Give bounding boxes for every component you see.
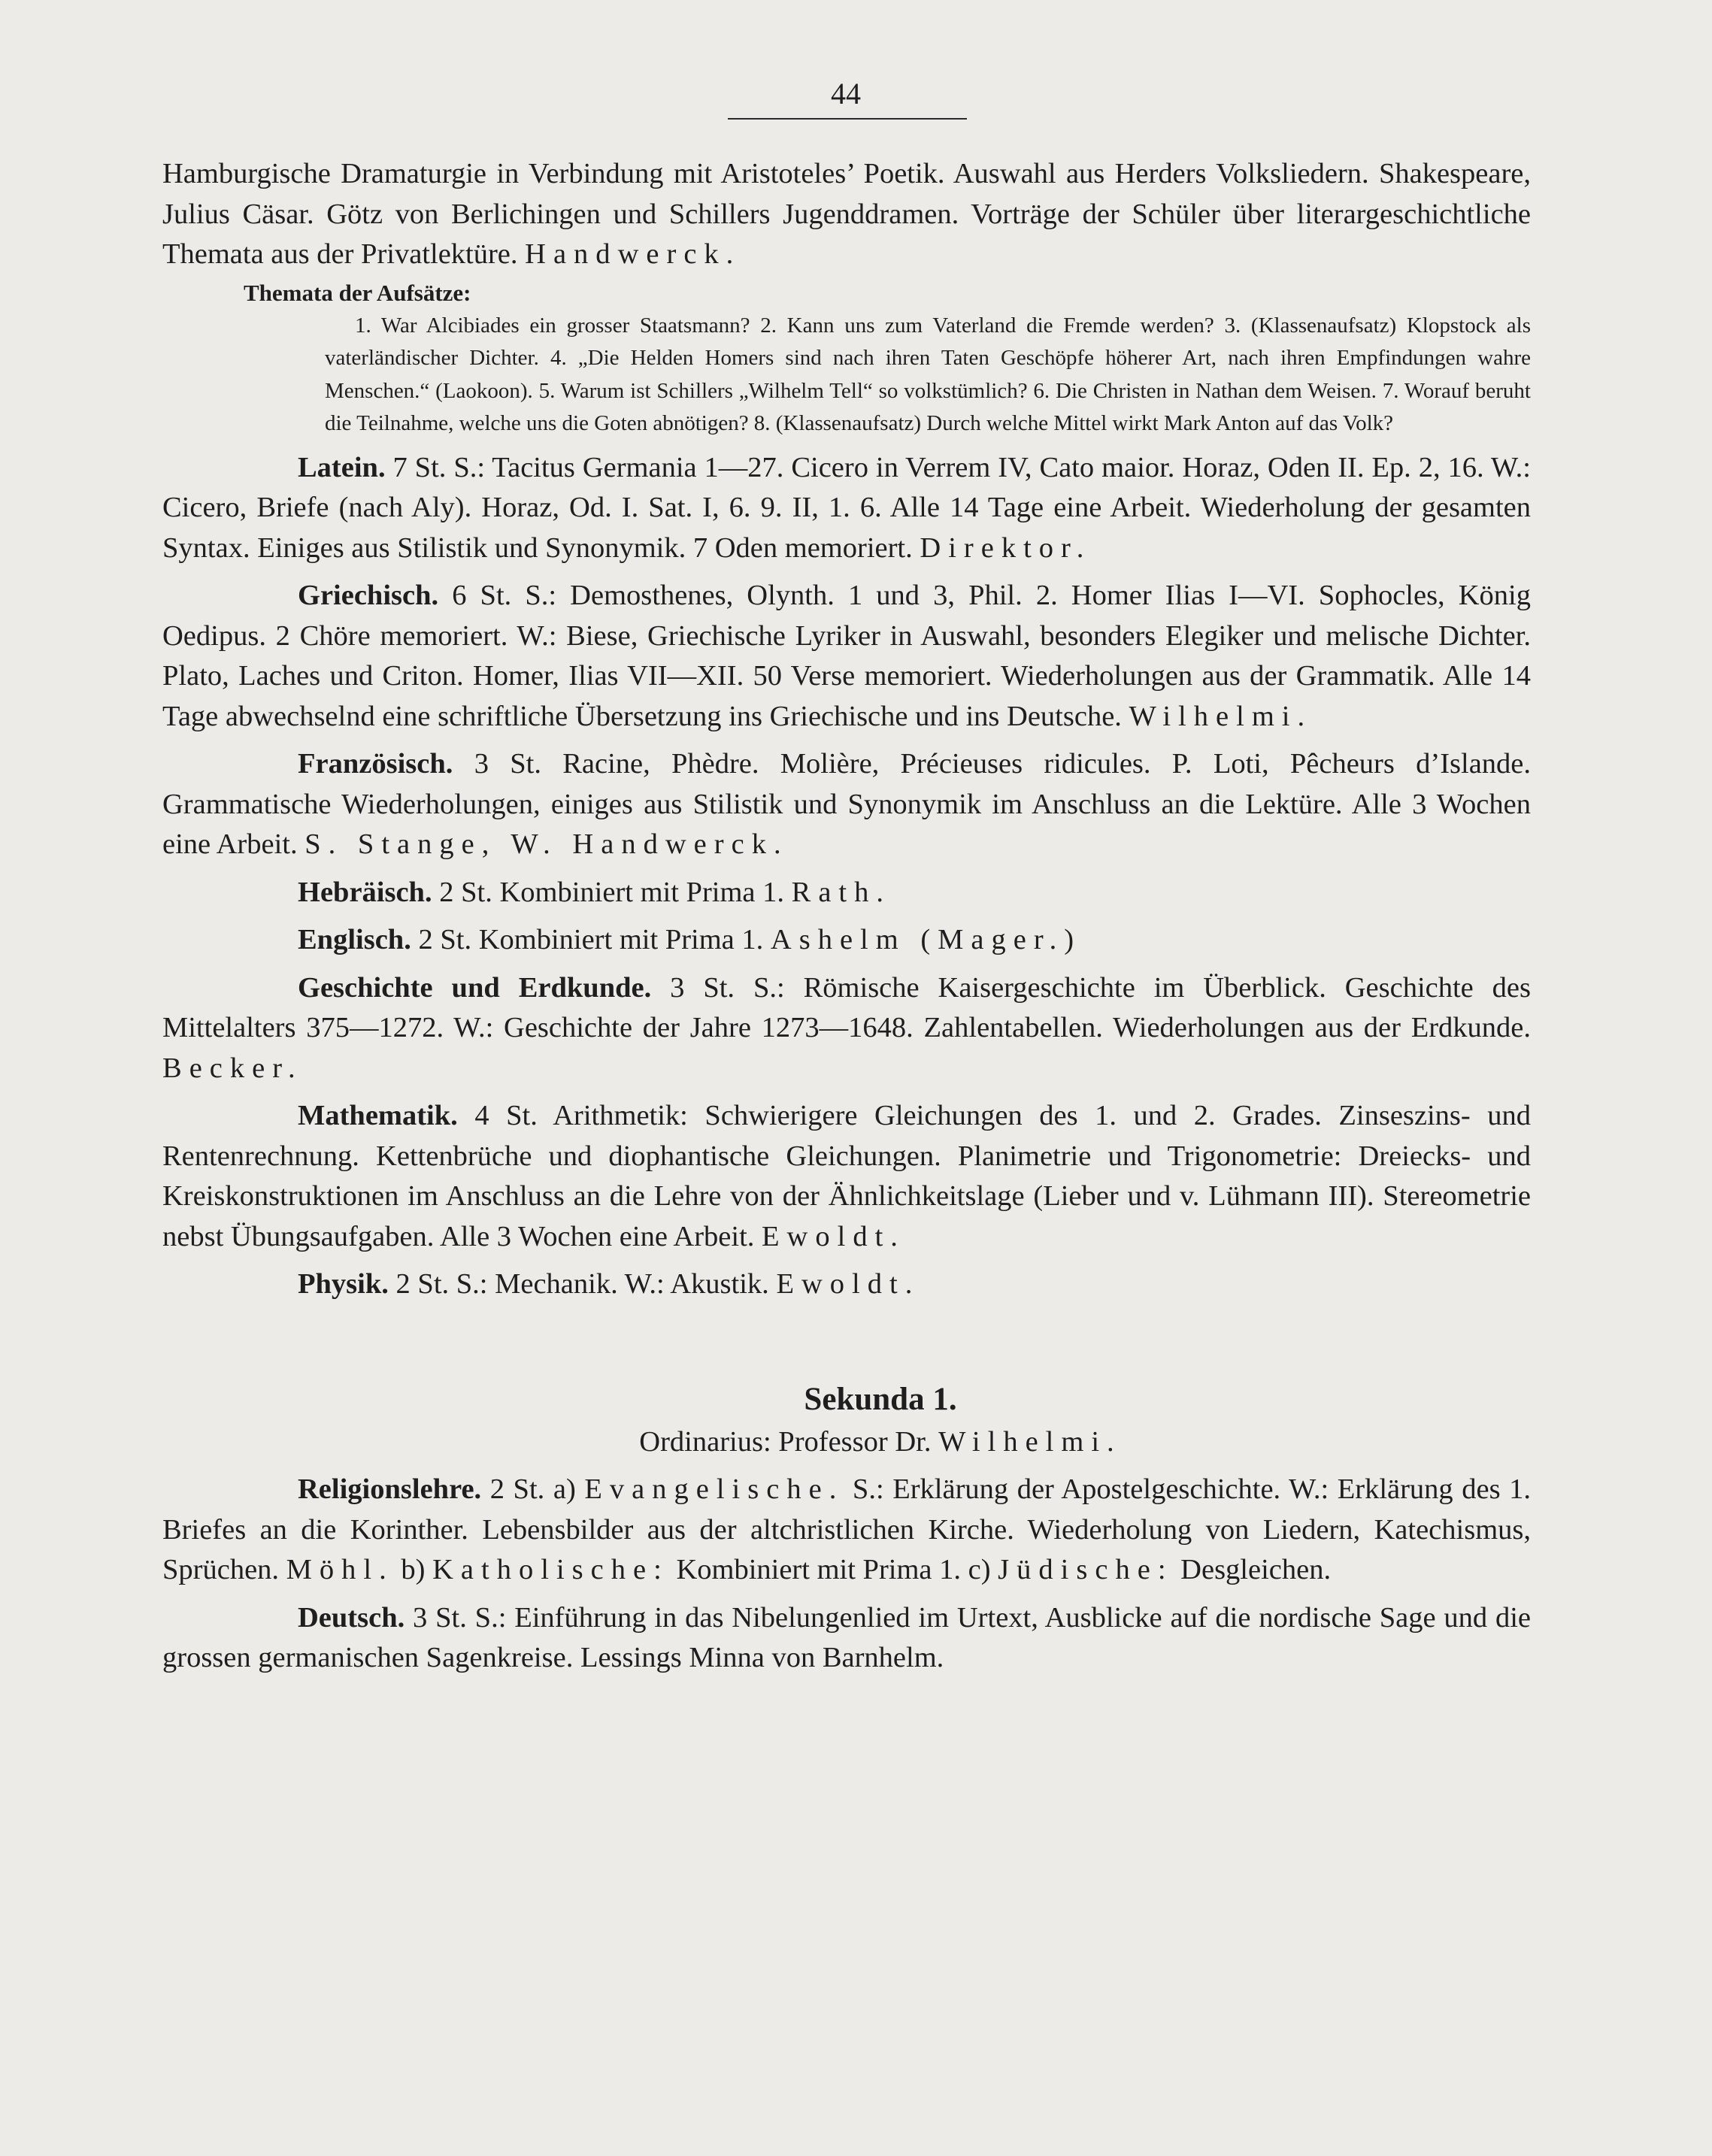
franzoesisch-text: 3 St. Racine, Phèdre. Molière, Précieuses ridicules. P. Loti, Pêcheurs d’Islande. Grammatische Wiederholungen, einiges aus Stilistik und Synonymik im Anschluss an die Lektüre. Alle 3 Wochen eine Arbeit. [162,748,1532,860]
subject-geschichte: Geschichte und Erdkunde. [298,971,652,1004]
mathematik-text: 4 St. Arithmetik: Schwierigere Gleichungen des 1. und 2. Grades. Zinseszins- und Rentenrechnung. Kettenbrüche und diophantische Gleichungen. Planimetrie und Trigonometrie: Dreiecks- und Kreiskonstruktionen im Anschluss an die Lehre von der Ähnlichkeitslage (Lieber und v. Lühmann III). Stereometrie nebst Übungsaufgaben. Alle 3 Wochen eine Arbeit. [162,1100,1531,1252]
latein-text: 7 St. S.: Tacitus Germania 1—27. Cicero in Verrem IV, Cato maior. Horaz, Oden II. Ep. 2, 16. W.: Cicero, Briefe (nach Aly). Horaz, Od. I. Sat. I, 6. 9. II, 1. 6. Alle 14 Tage eine Arbeit. Wiederholung der gesamten Syntax. Einiges aus Stilistik und Synonymik. 7 Oden memoriert. [162,451,1531,564]
subject-mathematik: Mathematik. [298,1100,458,1131]
franzoesisch-teacher: S. Stange, W. Handwerck. [305,828,789,860]
religion-katholisch: Katholische: [432,1554,669,1585]
ordinarius-line [162,1422,1531,1463]
geschichte-teacher: Becker. [162,1052,303,1084]
religion-teacher-a: Möhl. [286,1554,394,1585]
subject-latein: Latein. [298,451,386,483]
page-number-rule [728,118,967,120]
hebraeisch-teacher: Rath. [791,876,892,908]
paragraph-hebraeisch [162,873,1531,913]
subject-hebraeisch: Hebräisch. [298,876,432,908]
paragraph-franzoesisch [162,744,1531,865]
geschichte-text: 3 St. S.: Römische Kaisergeschichte im Überblick. Geschichte des Mittelalters 375—1272. W.: Geschichte der Jahre 1273—1648. Zahlentabellen. Wiederholungen aus der Erdkunde. [162,971,1531,1043]
englisch-teacher: Ashelm (Mager.) [770,924,1082,955]
paragraph-physik [162,1264,1531,1305]
paragraph-griechisch [162,576,1531,737]
page-body [162,154,1531,1679]
paragraph-latein [162,448,1531,569]
subject-religion: Religionslehre. [298,1473,482,1505]
paragraph-mathematik [162,1096,1531,1257]
section-title-sekunda: Sekunda 1. [804,1381,957,1417]
subject-englisch: Englisch. [298,924,411,955]
paragraph-deutsch-continued [162,154,1531,275]
mathematik-teacher: Ewoldt. [762,1220,905,1252]
griechisch-text: 6 St. S.: Demosthenes, Olynth. 1 und 3, Phil. 2. Homer Ilias I—VI. Sophocles, König Oedipus. 2 Chöre memoriert. W.: Biese, Griechische Lyriker in Auswahl, besonders Elegiker und melische Dichter. Plato, Laches und Criton. Homer, Ilias VII—XII. 50 Verse memoriert. Wiederholungen aus der Grammatik. Alle 14 Tage abwechselnd eine schriftliche Übersetzung ins Griechische und ins Deutsche. [162,580,1532,732]
religion-evangelisch: Evangelische. [584,1473,844,1505]
deutsch-continued-text: Hamburgische Dramaturgie in Verbindung mit Aristoteles’ Poetik. Auswahl aus Herders Volksliedern. Shakespeare, Julius Cäsar. Götz von Berlichingen und Schillers Jugenddramen. Vorträge der Schüler über literargeschichtliche Themata aus der Privatlektüre. [162,158,1531,270]
religion-text-a: S.: Erklärung der Apostelgeschichte. W.: Erklärung des 1. Briefes an die Korinther. Lebensbilder aus der altchristlichen Kirche. Wiederholung von Liedern, Katechismus, Sprüchen. [162,1473,1531,1585]
subject-franzoesisch: Französisch. [298,748,453,780]
aufsaetze-list: 1. War Alcibiades ein grosser Staatsmann? 2. Kann uns zum Vaterland die Fremde werden? 3. (Klassenaufsatz) Klopstock als vaterländischer Dichter. 4. „Die Helden Homers sind nach ihren Taten Geschöpfe höherer Art, nach ihren Empfindungen wahre Menschen.“ (Laokoon). 5. Warum ist Schillers „Wilhelm Tell“ so volkstümlich? 6. Die Christen in Nathan dem Weisen. 7. Worauf beruht die Teilnahme, welche uns die Goten abnötigen? 8. (Klassenaufsatz) Durch welche Mittel wirkt Mark Anton auf das Volk? [325,313,1531,435]
religion-b-marker: b) [401,1554,426,1585]
religion-st: 2 St. a) [489,1473,576,1505]
paragraph-deutsch [162,1598,1531,1679]
griechisch-teacher: Wilhelmi. [1129,700,1313,732]
hebraeisch-text: 2 St. Kombiniert mit Prima 1. [439,876,785,908]
latein-teacher: Direktor. [920,531,1092,564]
subject-physik: Physik. [298,1268,389,1300]
paragraph-religion [162,1470,1531,1591]
page-number: 44 [831,77,861,111]
physik-teacher: Ewoldt. [776,1268,920,1300]
religion-text-c: Desgleichen. [1180,1554,1332,1585]
religion-text-b: Kombiniert mit Prima 1. c) [676,1554,991,1585]
ordinarius-prefix: Ordinarius: Professor Dr. [639,1425,932,1458]
ordinarius-name: Wilhelmi. [938,1425,1122,1458]
paragraph-englisch [162,920,1531,961]
aufsaetze-heading: Themata der Aufsätze: [244,279,471,306]
deutsch-text: 3 St. S.: Einführung in das Nibelungenlied im Urtext, Ausblicke auf die nordische Sage und die grossen germanischen Sagenkreise. Lessings Minna von Barnhelm. [162,1601,1531,1673]
englisch-text: 2 St. Kombiniert mit Prima 1. [418,924,764,955]
subject-deutsch: Deutsch. [298,1601,405,1634]
paragraph-geschichte [162,968,1531,1089]
subject-griechisch: Griechisch. [298,580,439,611]
deutsch-teacher: Handwerck. [525,238,741,270]
religion-juedisch: Jüdische: [998,1554,1174,1585]
physik-text: 2 St. S.: Mechanik. W.: Akustik. [395,1268,769,1300]
